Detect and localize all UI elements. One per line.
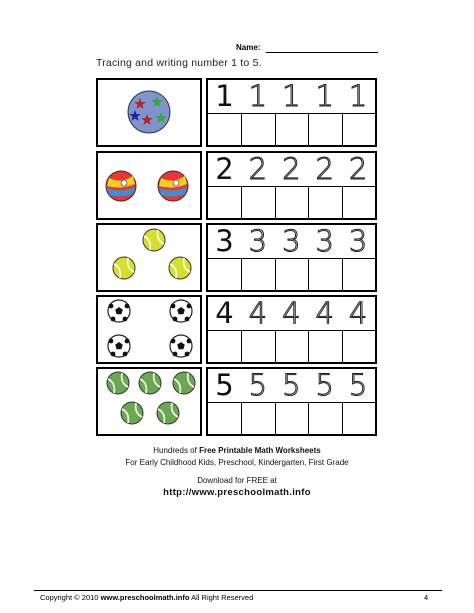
writing-cell[interactable] xyxy=(342,114,375,145)
model-digit: 2 xyxy=(215,152,234,186)
writing-cell[interactable] xyxy=(241,403,274,434)
trace-digit: 1 xyxy=(282,79,301,113)
beach-ball-icon xyxy=(158,171,188,201)
star-ball-picture xyxy=(96,78,202,147)
writing-cell[interactable] xyxy=(241,187,274,218)
trace-digit: 2 xyxy=(315,152,334,186)
trace-digit: 3 xyxy=(248,224,268,258)
trace-digit: 2 xyxy=(282,152,301,186)
green-ball-icon xyxy=(139,372,161,394)
footer-line-2: For Early Childhood Kids, Preschool, Kindergarten, First Grade xyxy=(125,458,349,467)
trace-digit: 5 xyxy=(248,368,268,402)
writing-cell[interactable] xyxy=(308,259,341,290)
model-digit: 4 xyxy=(215,296,234,330)
writing-grid-2 xyxy=(206,151,377,220)
tennis-ball-picture xyxy=(96,223,202,292)
writing-cell[interactable] xyxy=(208,259,241,290)
picture-box-4 xyxy=(96,295,202,364)
worksheet-title: Tracing and writing number 1 to 5. xyxy=(96,57,262,69)
name-field[interactable] xyxy=(236,43,378,52)
writing-cell[interactable] xyxy=(208,187,241,218)
writing-cell[interactable] xyxy=(208,114,241,145)
picture-box-3 xyxy=(96,223,202,292)
writing-cell[interactable] xyxy=(342,187,375,218)
trace-digit: 4 xyxy=(315,296,334,330)
writing-cell[interactable] xyxy=(342,331,375,362)
green-ball-icon xyxy=(107,372,129,394)
writing-grid-5 xyxy=(206,367,377,436)
writing-cell[interactable] xyxy=(275,187,308,218)
soccer-ball-icon xyxy=(108,300,130,322)
picture-box-1 xyxy=(96,78,202,147)
page-number: 4 xyxy=(424,593,429,602)
tennis-ball-icon xyxy=(143,229,165,251)
writing-cell[interactable] xyxy=(308,187,341,218)
trace-digit: 1 xyxy=(248,79,268,113)
footer-line-1-bold: Free Printable Math Worksheets xyxy=(199,446,321,455)
writing-grid-3 xyxy=(206,223,377,292)
picture-box-5 xyxy=(96,367,202,436)
model-digit: 1 xyxy=(215,79,234,113)
number-row-5 xyxy=(96,367,377,436)
footer-divider xyxy=(34,590,442,591)
writing-cell[interactable] xyxy=(342,259,375,290)
trace-digit: 4 xyxy=(348,296,368,330)
soccer-ball-icon xyxy=(170,335,192,357)
soccer-ball-picture xyxy=(96,295,202,364)
name-label: Name: xyxy=(236,43,261,52)
writing-cell[interactable] xyxy=(308,114,341,145)
copyright-suffix: All Right Reserved xyxy=(189,593,254,602)
copyright-site: www.preschoolmath.info xyxy=(100,593,190,602)
beach-ball-picture xyxy=(96,151,202,220)
green-ball-picture xyxy=(96,367,202,436)
number-row-4 xyxy=(96,295,377,364)
writing-cell[interactable] xyxy=(275,331,308,362)
writing-cell[interactable] xyxy=(342,403,375,434)
trace-digit: 2 xyxy=(248,152,268,186)
trace-digit: 1 xyxy=(315,79,334,113)
picture-box-2 xyxy=(96,151,202,220)
footer-url-link[interactable]: http://www.preschoolmath.info xyxy=(163,487,311,498)
writing-cell[interactable] xyxy=(275,114,308,145)
green-ball-icon xyxy=(173,372,195,394)
tennis-ball-icon xyxy=(169,257,191,279)
green-ball-icon xyxy=(121,402,143,424)
copyright-prefix: Copyright © 2010 xyxy=(40,593,101,602)
model-digit: 3 xyxy=(215,224,234,258)
trace-digit: 3 xyxy=(315,224,334,258)
beach-ball-icon xyxy=(106,171,136,201)
footer-line-1-prefix: Hundreds of xyxy=(153,446,200,455)
writing-cell[interactable] xyxy=(241,331,274,362)
name-underline xyxy=(266,52,378,53)
trace-digit: 5 xyxy=(282,368,301,402)
trace-digit: 5 xyxy=(315,368,334,402)
writing-cell[interactable] xyxy=(208,331,241,362)
soccer-ball-icon xyxy=(108,335,130,357)
trace-digit: 1 xyxy=(348,79,368,113)
footer-line-3: Download for FREE at xyxy=(197,476,277,485)
writing-cell[interactable] xyxy=(275,403,308,434)
trace-digit: 4 xyxy=(248,296,268,330)
number-row-2 xyxy=(96,151,377,220)
writing-cell[interactable] xyxy=(308,403,341,434)
writing-grid-4 xyxy=(206,295,377,364)
trace-digit: 4 xyxy=(282,296,301,330)
footer-line-1 xyxy=(0,446,474,455)
model-digit: 5 xyxy=(215,368,234,402)
trace-digit: 3 xyxy=(348,224,368,258)
writing-grid-1 xyxy=(206,78,377,147)
writing-cell[interactable] xyxy=(275,259,308,290)
trace-digit: 5 xyxy=(348,368,368,402)
writing-cell[interactable] xyxy=(308,331,341,362)
trace-digit: 3 xyxy=(282,224,301,258)
soccer-ball-icon xyxy=(170,300,192,322)
writing-cell[interactable] xyxy=(241,259,274,290)
writing-cell[interactable] xyxy=(241,114,274,145)
tennis-ball-icon xyxy=(113,257,135,279)
star-ball-icon xyxy=(128,91,170,133)
copyright-text xyxy=(40,593,253,602)
writing-cell[interactable] xyxy=(208,403,241,434)
number-row-3 xyxy=(96,223,377,292)
trace-digit: 2 xyxy=(348,152,368,186)
number-row-1 xyxy=(96,78,377,147)
green-ball-icon xyxy=(157,402,179,424)
